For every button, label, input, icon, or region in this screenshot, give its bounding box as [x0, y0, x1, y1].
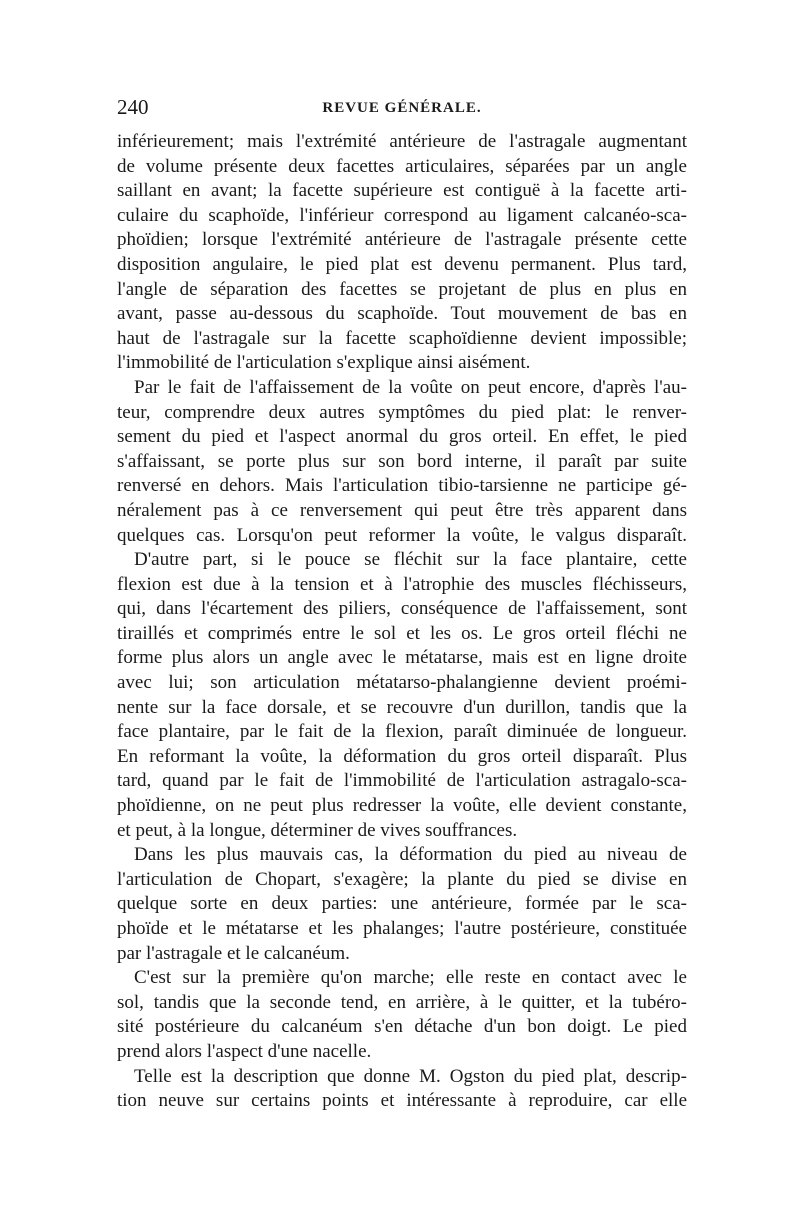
text-line: culaire du scaphoïde, l'inférieur correspond au ligament calcanéo-sca-: [117, 204, 687, 226]
text-line: face plantaire, par le fait de la flexion, paraît diminuée de longueur.: [117, 721, 687, 743]
text-line: avec lui; son articulation métatarso-phalangienne devient proémi-: [117, 672, 687, 694]
text-line: nente sur la face dorsale, et se recouvre d'un durillon, tandis que la: [117, 696, 687, 718]
text-line: renversé en dehors. Mais l'articulation tibio-tarsienne ne participe gé-: [117, 475, 687, 497]
text-line: l'angle de séparation des facettes se projetant de plus en plus en: [117, 278, 687, 300]
text-line: phoïdienne, on ne peut plus redresser la voûte, elle devient constante,: [117, 795, 687, 817]
text-line: inférieurement; mais l'extrémité antérieure de l'astragale augmentant: [117, 131, 687, 152]
text-line: de volume présente deux facettes articulaires, séparées par un angle: [117, 155, 687, 177]
text-line: haut de l'astragale sur la facette scaphoïdienne devient impossible;: [117, 327, 687, 349]
page-header: [117, 94, 687, 124]
text-line: prend alors l'aspect d'une nacelle.: [117, 1040, 372, 1062]
text-line: forme plus alors un angle avec le métatarse, mais est en ligne droite: [117, 647, 687, 669]
text-line: C'est sur la première qu'on marche; elle reste en contact avec le: [134, 967, 687, 989]
page-number: 240: [117, 95, 149, 119]
text-line: D'autre part, si le pouce se fléchit sur la face plantaire, cette: [134, 549, 687, 571]
text-line: s'affaissant, se porte plus sur son bord interne, il paraît par suite: [117, 450, 687, 472]
text-line: Par le fait de l'affaissement de la voûte on peut encore, d'après l'au-: [134, 376, 687, 398]
text-line: avant, passe au-dessous du scaphoïde. Tout mouvement de bas en: [117, 303, 687, 325]
text-line: quelques cas. Lorsqu'on peut reformer la voûte, le valgus disparaît.: [117, 524, 687, 546]
text-line: qui, dans l'écartement des piliers, conséquence de l'affaissement, sont: [117, 598, 687, 620]
body-text: [117, 130, 687, 1114]
text-line: Telle est la description que donne M. Ogston du pied plat, descrip-: [134, 1065, 687, 1087]
running-head: REVUE GÉNÉRALE.: [322, 100, 482, 116]
text-line: phoïdien; lorsque l'extrémité antérieure de l'astragale présente cette: [117, 229, 687, 251]
text-line: néralement pas à ce renversement qui peut être très apparent dans: [117, 499, 687, 521]
text-line: disposition angulaire, le pied plat est devenu permanent. Plus tard,: [117, 253, 687, 275]
text-line: teur, comprendre deux autres symptômes du pied plat: le renver-: [117, 401, 687, 423]
text-line: phoïde et le métatarse et les phalanges; l'autre postérieure, constituée: [117, 918, 687, 939]
text-line: par l'astragale et le calcanéum.: [117, 942, 350, 964]
text-line: tion neuve sur certains points et intéressante à reproduire, car elle: [117, 1090, 687, 1112]
text-line: sol, tandis que la seconde tend, en arrière, à le quitter, et la tubéro-: [117, 991, 687, 1013]
text-line: sité postérieure du calcanéum s'en détache d'un bon doigt. Le pied: [117, 1016, 687, 1038]
text-line: l'immobilité de l'articulation s'explique ainsi aisément.: [117, 352, 531, 374]
text-line: tiraillés et comprimés entre le sol et les os. Le gros orteil fléchi ne: [117, 622, 687, 644]
text-line: Dans les plus mauvais cas, la déformation du pied au niveau de: [134, 844, 687, 866]
text-line: saillant en avant; la facette supérieure est contiguë à la facette arti-: [117, 180, 687, 202]
text-line: quelque sorte en deux parties: une antérieure, formée par le sca-: [117, 893, 687, 915]
text-line: flexion est due à la tension et à l'atrophie des muscles fléchisseurs,: [117, 573, 687, 595]
text-line: En reformant la voûte, la déformation du gros orteil disparaît. Plus: [117, 745, 687, 767]
text-line: l'articulation de Chopart, s'exagère; la plante du pied se divise en: [117, 868, 687, 890]
text-line: et peut, à la longue, déterminer de vives souffrances.: [117, 819, 518, 841]
text-line: tard, quand par le fait de l'immobilité de l'articulation astragalo-sca-: [117, 770, 687, 792]
text-line: sement du pied et l'aspect anormal du gros orteil. En effet, le pied: [117, 426, 687, 448]
